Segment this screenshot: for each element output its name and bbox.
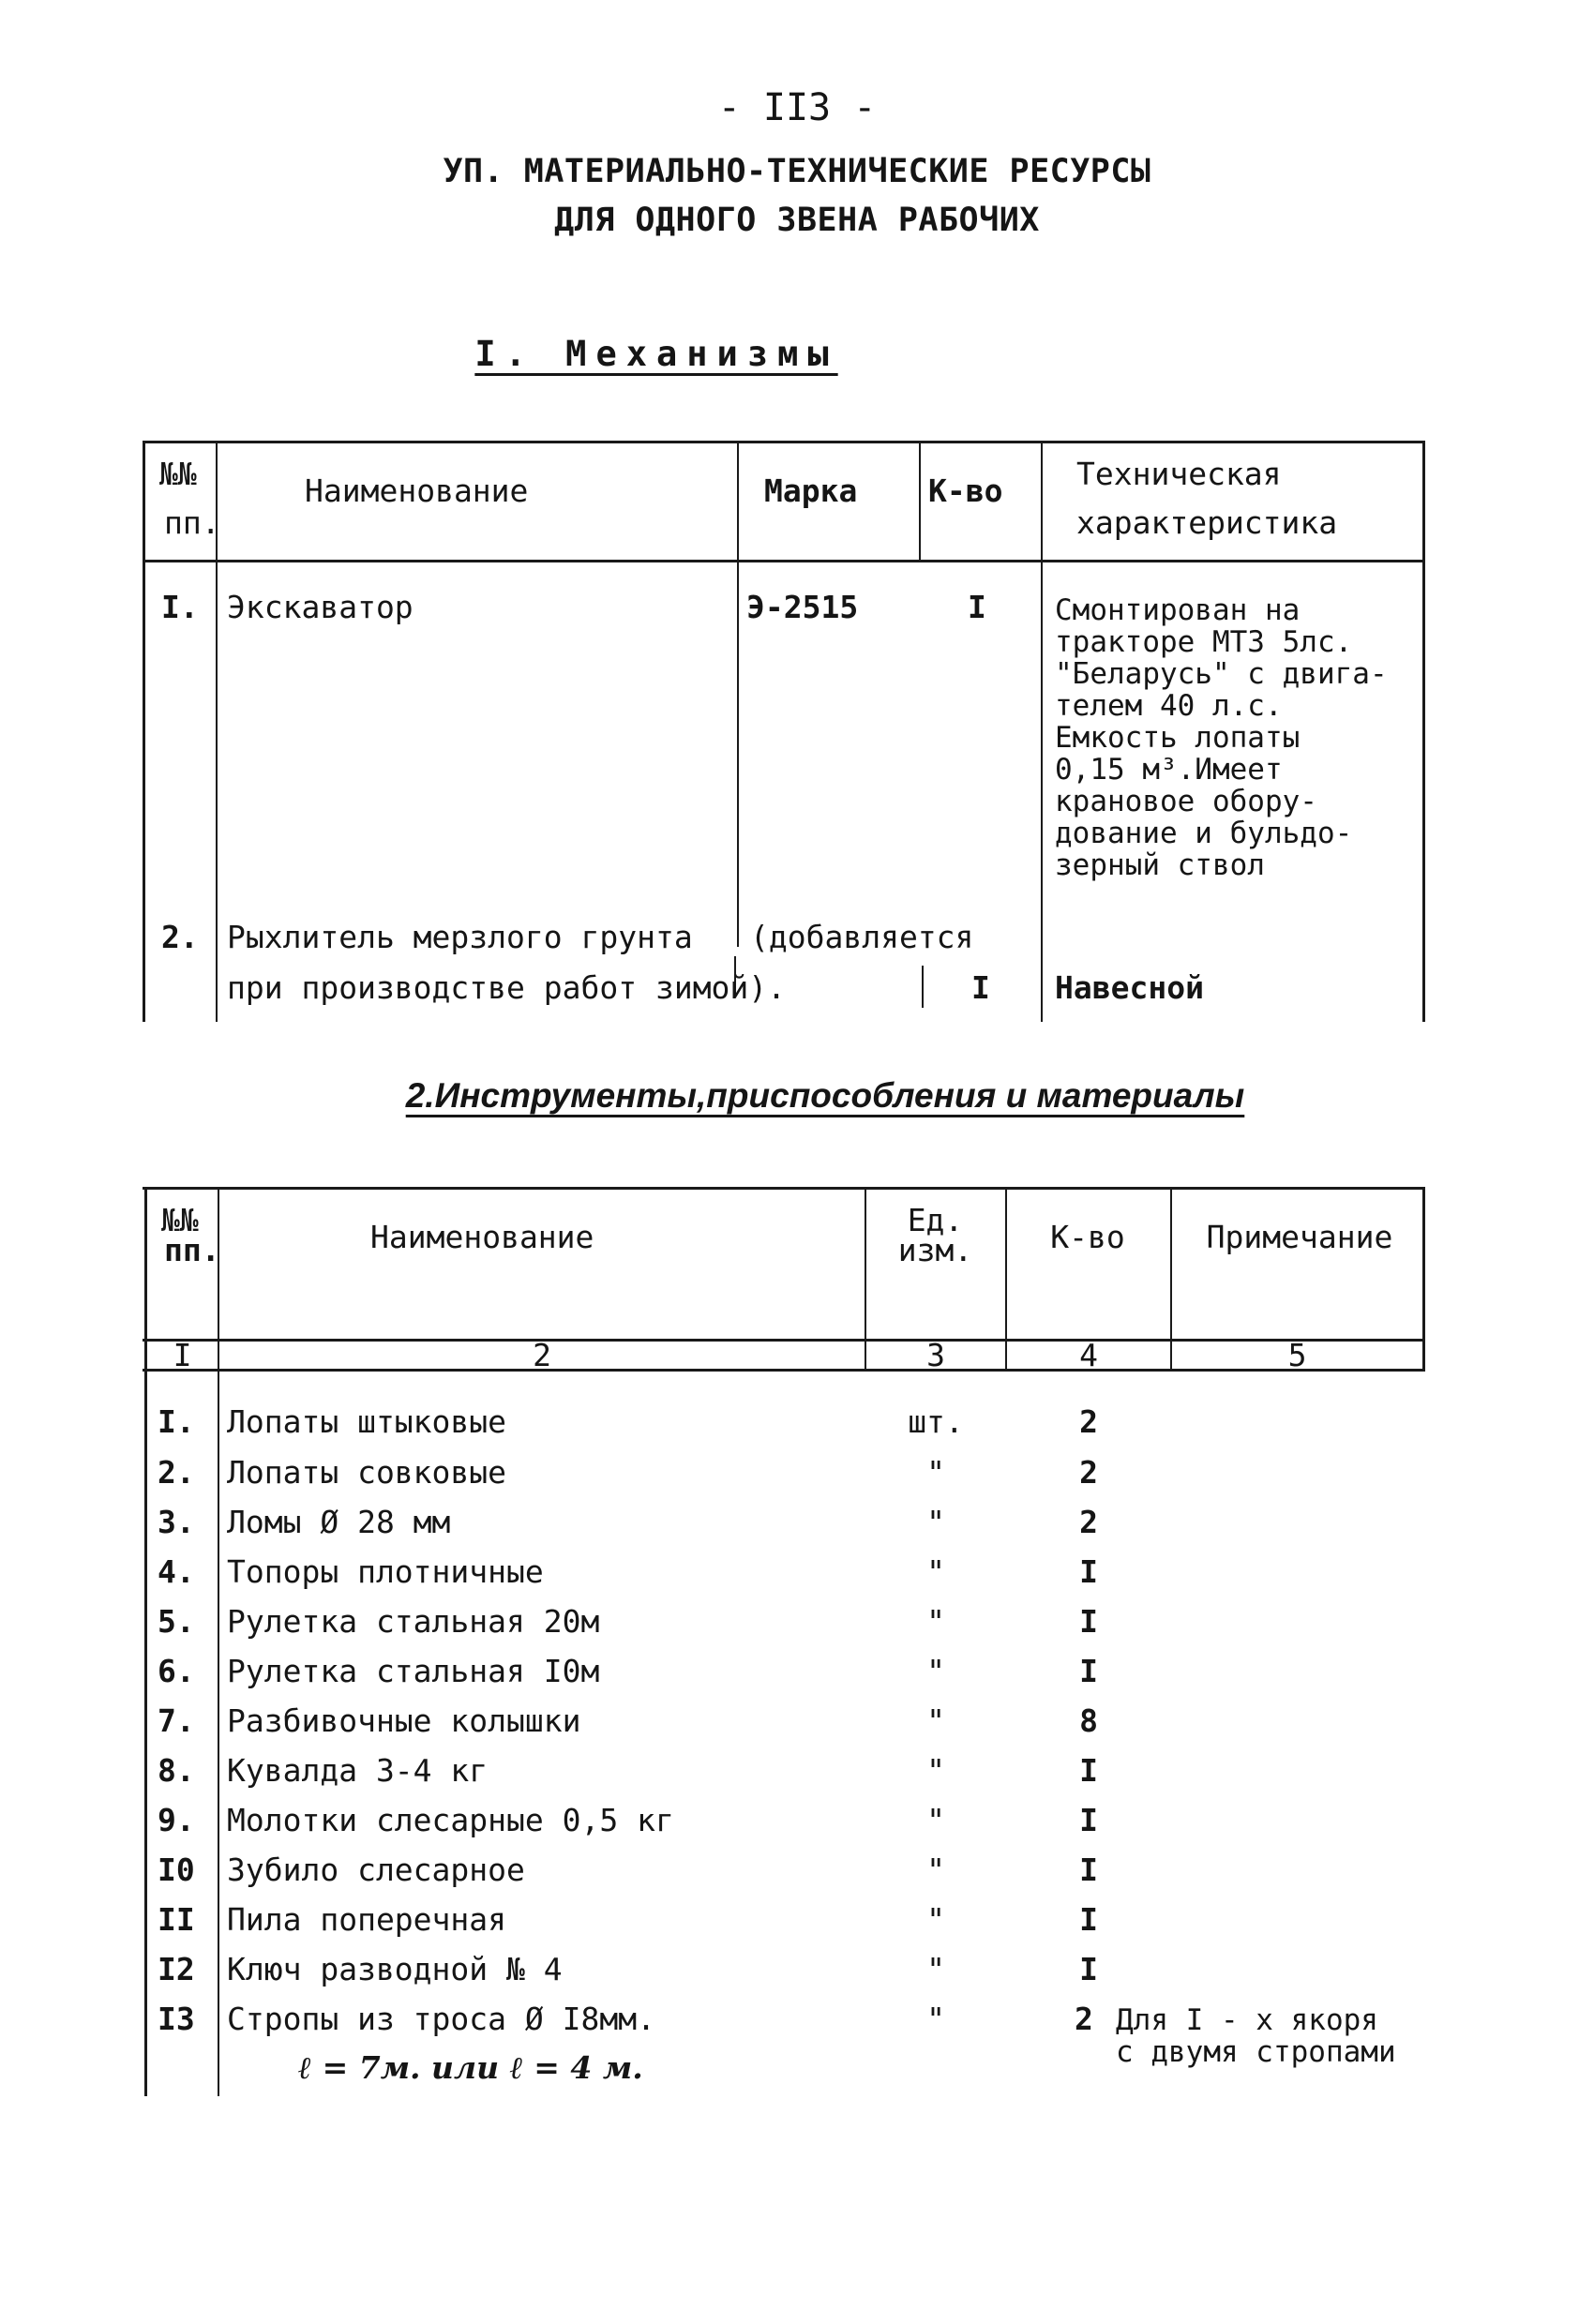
col-num-4: 4 [1079,1337,1098,1373]
page-number: - II3 - [717,86,877,129]
row-num: 8. [158,1752,195,1789]
row-unit: " [926,1752,945,1789]
row-unit: " [926,1603,945,1640]
row-unit: " [926,1702,945,1739]
col-num-3: 3 [926,1337,945,1373]
row-name: Лопаты штыковые [227,1403,507,1440]
row-qty: I [1079,1951,1098,1987]
row-name: Рулетка стальная 20м [227,1603,600,1640]
row2-name-line1-cont: (добавляется [750,919,974,955]
row-num: 7. [158,1702,195,1739]
t2-header-unit-line2: изм. [897,1232,973,1268]
row1-spec-9: зерный ствол [1055,848,1265,882]
row-num: 2. [158,1454,195,1491]
row-name: Ломы Ø 28 мм [227,1504,451,1540]
row-num: I. [158,1403,195,1440]
row-num: II [158,1901,195,1938]
row-unit: " [926,1852,945,1888]
row-num: I3 [158,2001,195,2037]
row-name: Зубило слесарное [227,1852,525,1888]
row1-spec-8: дование и бульдо- [1055,817,1353,850]
row1-brand: Э-2515 [746,589,859,625]
row-unit: " [926,1901,945,1938]
row1-num: I. [161,589,199,625]
header-brand: Марка [764,472,858,509]
t2-header-num-line1: №№ [161,1202,199,1238]
row2-name-line1: Рыхлитель мерзлого грунта [227,919,693,955]
row-num: 3. [158,1504,195,1540]
row-unit: " [926,1951,945,1987]
row-unit: " [926,1454,945,1491]
t2-header-name: Наименование [370,1219,594,1255]
header-name: Наименование [305,472,529,509]
header-qty: К-во [928,472,1003,509]
page-title-line1: УП. МАТЕРИАЛЬНО-ТЕХНИЧЕСКИЕ РЕСУРСЫ [443,153,1151,190]
row-unit: " [926,1802,945,1838]
row-name: Кувалда 3-4 кг [227,1752,489,1789]
row-num: 9. [158,1802,195,1838]
row-qty: 2 [1075,2001,1093,2037]
row-qty: I [1079,1901,1098,1938]
row-note-line2: с двумя стропами [1116,2035,1396,2069]
row-name: Пила поперечная [227,1901,507,1938]
row-unit: " [926,1553,945,1590]
row1-spec-7: крановое обору- [1055,785,1317,818]
row-num: I2 [158,1951,195,1987]
row1-spec-2: тракторе МТЗ 5лс. [1055,625,1353,659]
row-qty: I [1079,1852,1098,1888]
row1-spec-4: телем 40 л.с. [1055,689,1283,723]
row1-spec-5: Емкость лопаты [1055,721,1301,755]
row1-qty: I [968,589,986,625]
row-unit: " [926,1653,945,1689]
row-name-line2: ℓ = 7м. или ℓ = 4 м. [298,2049,643,2086]
row1-spec-6: 0,15 м³.Имеет [1055,753,1283,787]
col-num-1: I [173,1337,192,1373]
header-spec-line1: Техническая [1076,456,1282,492]
row-note-line1: Для I - х якоря [1116,2003,1378,2037]
row-qty: 2 [1079,1504,1098,1540]
row2-qty: I [971,969,990,1006]
t2-header-qty: К-во [1050,1219,1125,1255]
col-num-5: 5 [1287,1337,1307,1373]
row2-name-line2: при производстве работ зимой). [227,969,787,1006]
row-qty: I [1079,1653,1098,1689]
row-unit: " [926,1504,945,1540]
row-name: Молотки слесарные 0,5 кг [227,1802,674,1838]
row-name: Ключ разводной № 4 [227,1951,563,1987]
row-name: Лопаты совковые [227,1454,507,1491]
header-num-line2: пп. [164,504,220,541]
row-name: Топоры плотничные [227,1553,544,1590]
row-qty: 8 [1079,1702,1098,1739]
row2-num: 2. [161,919,199,955]
row-qty: I [1079,1752,1098,1789]
t2-header-unit-line1: Ед. [907,1202,964,1238]
t2-header-note: Примечание [1206,1219,1393,1255]
row1-spec-3: "Беларусь" с двига- [1055,657,1388,691]
header-spec-line2: характеристика [1076,504,1338,541]
section1-heading: I. Механизмы [474,334,838,374]
row1-spec-1: Смонтирован на [1055,593,1301,627]
row-name-line1: Стропы из троса Ø I8мм. [227,2001,655,2037]
row-name: Разбивочные колышки [227,1702,581,1739]
row-num: 4. [158,1553,195,1590]
page-title-line2: ДЛЯ ОДНОГО ЗВЕНА РАБОЧИХ [554,202,1040,239]
col-num-2: 2 [533,1337,551,1373]
section2-heading: 2.Инструменты,приспособления и материалы [405,1076,1245,1115]
row-num: I0 [158,1852,195,1888]
row-qty: I [1079,1603,1098,1640]
t2-header-num-line2: пп. [164,1232,220,1268]
row1-name: Экскаватор [227,589,414,625]
row2-spec: Навесной [1055,969,1204,1006]
row-unit: шт. [908,1403,964,1440]
row-qty: 2 [1079,1454,1098,1491]
header-num-line1: №№ [159,456,197,492]
row-qty: 2 [1079,1403,1098,1440]
row-name: Рулетка стальная I0м [227,1653,600,1689]
row-qty: I [1079,1553,1098,1590]
row-qty: I [1079,1802,1098,1838]
row-num: 6. [158,1653,195,1689]
row-num: 5. [158,1603,195,1640]
row-unit: " [926,2001,945,2037]
